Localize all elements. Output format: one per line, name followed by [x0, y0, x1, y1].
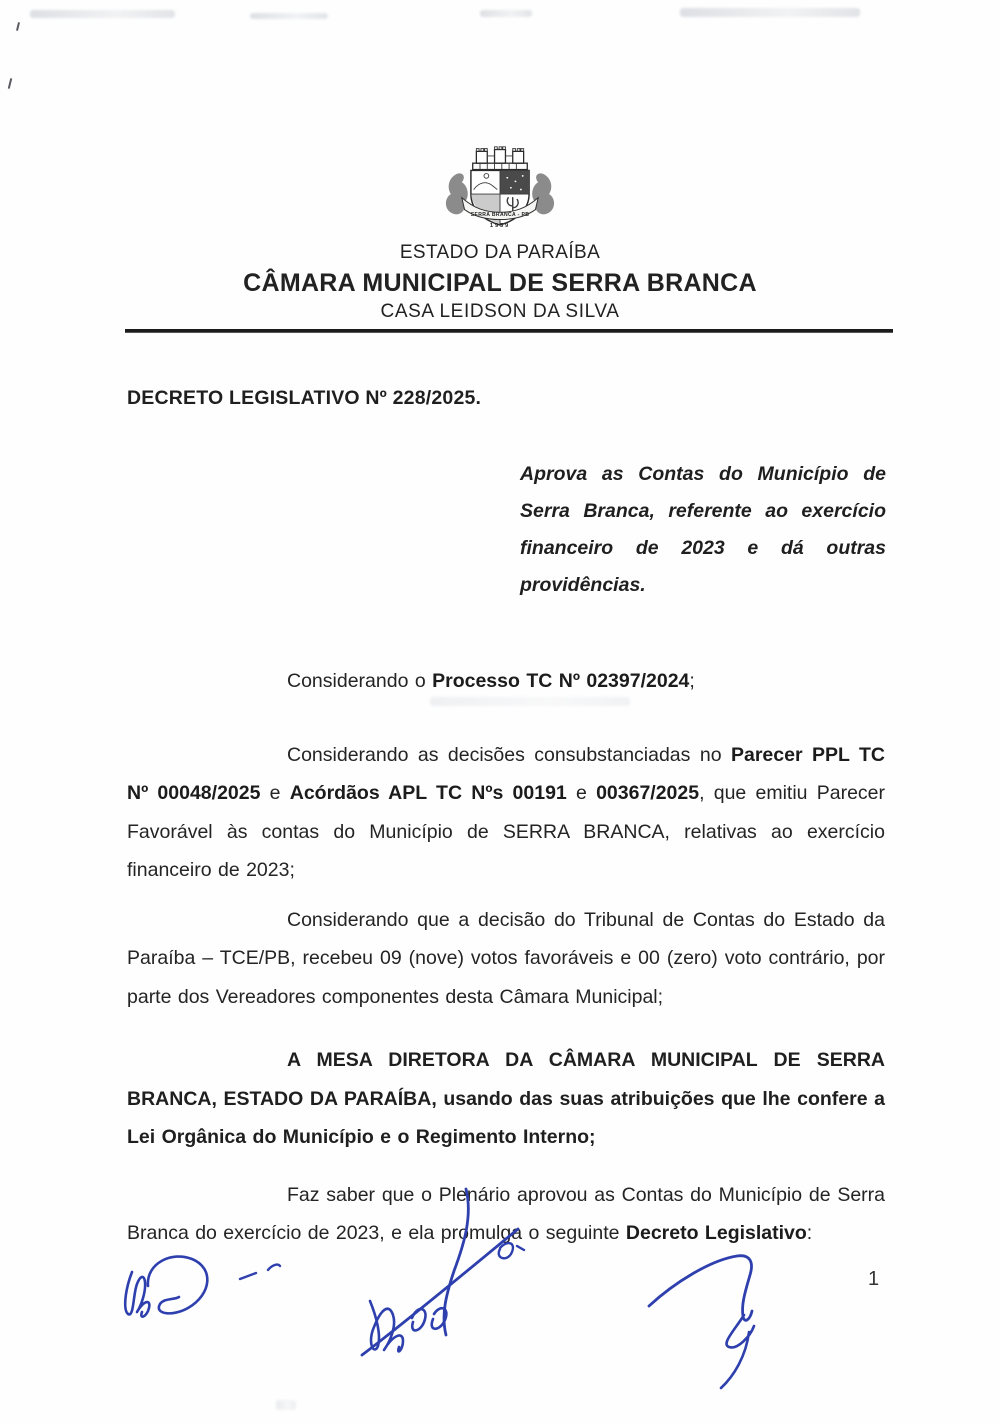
text-segment-bold: Decreto Legislativo [625, 1222, 807, 1244]
crest-mural-crown [473, 147, 528, 170]
decree-title: DECRETO LEGISLATIVO Nº 228/2025. [127, 387, 482, 409]
header-chamber-line: CÂMARA MUNICIPAL DE SERRA BRANCA [243, 269, 757, 297]
text-segment-bold: Acórdãos APL TC Nºs 00191 [289, 782, 567, 804]
text-segment: , que emitiu Parecer Favorável às contas do Município de SERRA BRANCA, relativas ao exercício financeiro de 2023; [127, 782, 885, 881]
paragraph-considerando-processo [127, 662, 885, 701]
text-segment-bold: A MESA DIRETORA DA CÂMARA MUNICIPAL DE SERRA BRANCA, ESTADO DA PARAÍBA, usando das suas atribuições que lhe confere a Lei Orgânica do Município e o Regimento Interno; [127, 1049, 885, 1148]
text-segment: Faz saber que o Plenário aprovou as Contas do Município de Serra Branca do exercício de 2023, e ela promulga o seguinte [127, 1183, 885, 1244]
page-number: 1 [868, 1268, 880, 1290]
crest-year: 1959 [489, 222, 511, 229]
text-segment: Considerando as decisões consubstanciadas no [287, 743, 731, 766]
text-segment: e [566, 782, 597, 804]
paragraph-mesa-diretora [127, 1041, 885, 1157]
decree-epigraph: Aprova as Contas do Município de Serra Branca, referente ao exercício financeiro de 2023 e dá outras providências. [520, 463, 886, 596]
header-house-line: CASA LEIDSON DA SILVA [380, 301, 620, 322]
signature-left [118, 1248, 313, 1340]
text-segment: ; [689, 670, 695, 692]
text-segment: Considerando que a decisão do Tribunal de Contas do Estado da Paraíba – TCE/PB, recebeu 09 (nove) votos favoráveis e 00 (zero) voto contrário, por parte dos Vereadores componentes desta Câmara Municipal; [127, 908, 885, 1008]
header-crest-row [0, 0, 1000, 230]
decree-paragraphs [127, 662, 885, 1253]
text-segment-bold: Parecer PPL TC Nº 00048/2025 [127, 743, 885, 804]
coat-of-arms [440, 138, 560, 232]
paragraph-considerando-votacao [127, 901, 885, 1017]
text-segment: e [260, 782, 290, 804]
crest-ribbon-text: SERRA BRANCA - PB [470, 211, 530, 218]
text-segment-bold: 00367/2025 [596, 782, 700, 804]
paragraph-faz-saber [127, 1176, 885, 1253]
text-segment: Considerando o [287, 670, 433, 692]
header-divider [125, 329, 893, 333]
text-segment-bold: Processo TC Nº 02397/2024 [432, 670, 690, 692]
paragraph-considerando-decisoes [127, 736, 885, 890]
scan-artifact [276, 1400, 296, 1410]
signature-right [645, 1248, 797, 1396]
header-state-line: ESTADO DA PARAÍBA [399, 242, 601, 263]
text-segment: : [806, 1222, 813, 1244]
